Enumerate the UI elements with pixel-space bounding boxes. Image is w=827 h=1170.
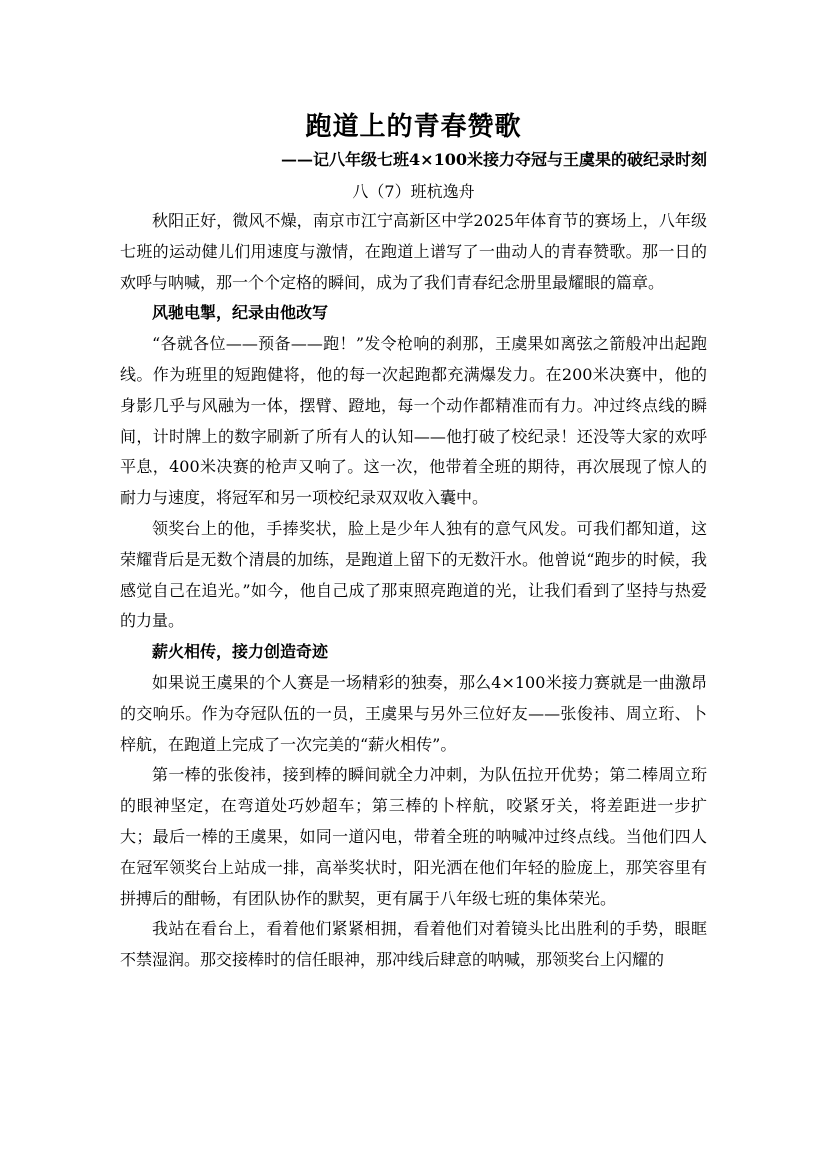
intro-paragraph: 秋阳正好，微风不燥，南京市江宁高新区中学2025年体育节的赛场上，八年级七班的运动健儿们用速度与激情，在跑道上谱写了一曲动人的青春赞歌。那一日的欢呼与呐喊，那一个个定格的瞬间，成为了我们青春纪念册里最耀眼的篇章。 [120, 211, 707, 292]
section2-paragraph-3: 我站在看台上，看着他们紧紧相拥，看着他们对着镜头比出胜利的手势，眼眶不禁湿润。那交接棒时的信任眼神，那冲线后肆意的呐喊，那领奖台上闪耀的 [120, 919, 707, 970]
section1-paragraph-2: 领奖台上的他，手捧奖状，脸上是少年人独有的意气风发。可我们都知道，这荣耀背后是无数个清晨的加练，是跑道上留下的无数汗水。他曾说“跑步的时候，我感觉自己在追光。”如今，他自己成了那束照亮跑道的光，让我们看到了坚持与热爱的力量。 [120, 518, 707, 631]
section2-paragraph-2: 第一棒的张俊祎，接到棒的瞬间就全力冲刺，为队伍拉开优势；第二棒周立珩的眼神坚定，在弯道处巧妙超车；第三棒的卜梓航，咬紧牙关，将差距进一步扩大；最后一棒的王虞果，如同一道闪电，带着全班的呐喊冲过终点线。当他们四人在冠军领奖台上站成一排，高举奖状时，阳光洒在他们年轻的脸庞上，那笑容里有拼搏后的酣畅，有团队协作的默契，更有属于八年级七班的集体荣光。 [120, 765, 707, 908]
section-heading-1: 风驰电掣，纪录由他改写 [152, 303, 329, 323]
section2-paragraph-1: 如果说王虞果的个人赛是一场精彩的独奏，那么4×100米接力赛就是一曲激昂的交响乐。作为夺冠队伍的一员，王虞果与另外三位好友——张俊祎、周立珩、卜梓航，在跑道上完成了一次完美的“薪火相传”。 [120, 672, 707, 754]
section1-paragraph-1: “各就各位——预备——跑！”发令枪响的刹那，王虞果如离弦之箭般冲出起跑线。作为班里的短跑健将，他的每一次起跑都充满爆发力。在200米决赛中，他的身影几乎与风融为一体，摆臂、蹬地，每一个动作都精准而有力。冲过终点线的瞬间，计时牌上的数字刷新了所有人的认知——他打破了校纪录！还没等大家的欢呼平息，400米决赛的枪声又响了。这一次，他带着全班的期待，再次展现了惊人的耐力与速度，将冠军和另一项校纪录双双收入囊中。 [120, 334, 707, 508]
article-body [120, 206, 707, 976]
article-subtitle: ——记八年级七班4×100米接力夺冠与王虞果的破纪录时刻 [281, 150, 707, 169]
section-heading-2: 薪火相传，接力创造奇迹 [152, 642, 329, 662]
article-title: 跑道上的青春赞歌 [305, 112, 522, 142]
article-byline: 八（7）班杭逸舟 [352, 182, 475, 201]
